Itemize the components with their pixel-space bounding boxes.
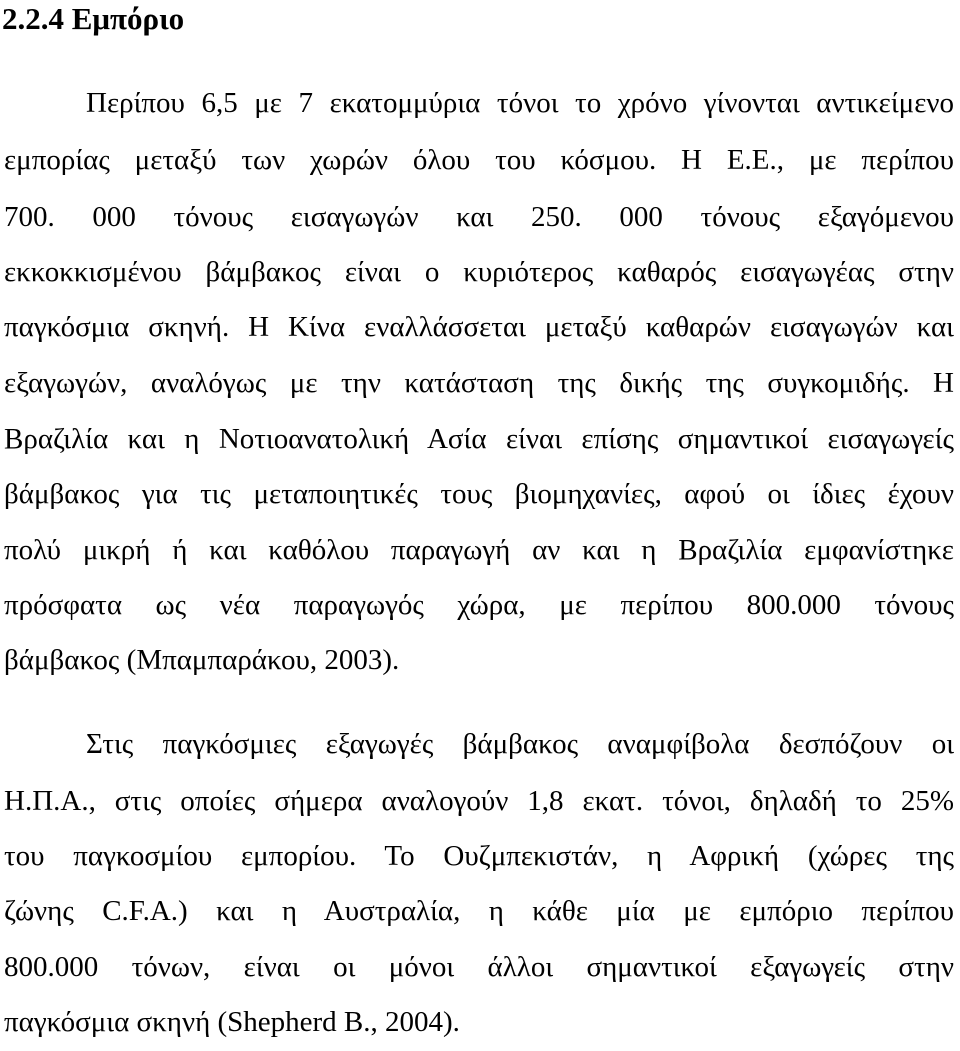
text-line: Περίπου 6,5 με 7 εκατομμύρια τόνοι το χρόνο γίνονται αντικείμενο xyxy=(86,87,954,119)
text-line: 700. 000 τόνους εισαγωγών και 250. 000 τόνους εξαγόμενου xyxy=(4,201,954,233)
text-line: 800.000 τόνων, είναι οι μόνοι άλλοι σημαντικοί εξαγωγείς στην xyxy=(4,951,954,983)
text-line: του παγκοσμίου εμπορίου. Το Ουζμπεκιστάν, η Αφρική (χώρες της xyxy=(4,840,954,872)
text-line: πολύ μικρή ή και καθόλου παραγωγή αν και η Βραζιλία εμφανίστηκε xyxy=(4,534,954,566)
text-line: ζώνης C.F.A.) και η Αυστραλία, η κάθε μία με εμπόριο περίπου xyxy=(4,895,954,927)
text-line: εκκοκκισμένου βάμβακος είναι ο κυριότερος καθαρός εισαγωγέας στην xyxy=(4,256,954,288)
text-line: Βραζιλία και η Νοτιοανατολική Ασία είναι επίσης σημαντικοί εισαγωγείς xyxy=(4,423,954,455)
text-line: παγκόσμια σκηνή. Η Κίνα εναλλάσσεται μεταξύ καθαρών εισαγωγών και xyxy=(4,311,954,343)
text-line: παγκόσμια σκηνή (Shepherd B., 2004). xyxy=(4,1006,460,1038)
section-heading: 2.2.4 Εμπόριο xyxy=(2,1,185,36)
text-line: Στις παγκόσμιες εξαγωγές βάμβακος αναμφίβολα δεσπόζουν οι xyxy=(86,728,954,760)
text-line: βάμβακος για τις μεταποιητικές τους βιομηχανίες, αφού οι ίδιες έχουν xyxy=(4,478,954,510)
text-line: πρόσφατα ως νέα παραγωγός χώρα, με περίπου 800.000 τόνους xyxy=(4,589,954,621)
text-line: εμπορίας μεταξύ των χωρών όλου του κόσμου. Η Ε.Ε., με περίπου xyxy=(4,144,954,176)
text-line: βάμβακος (Μπαμπαράκου, 2003). xyxy=(4,644,400,676)
text-line: εξαγωγών, αναλόγως με την κατάσταση της δικής της συγκομιδής. Η xyxy=(4,367,954,399)
text-line: Η.Π.Α., στις οποίες σήμερα αναλογούν 1,8 εκατ. τόνοι, δηλαδή το 25% xyxy=(4,785,954,817)
